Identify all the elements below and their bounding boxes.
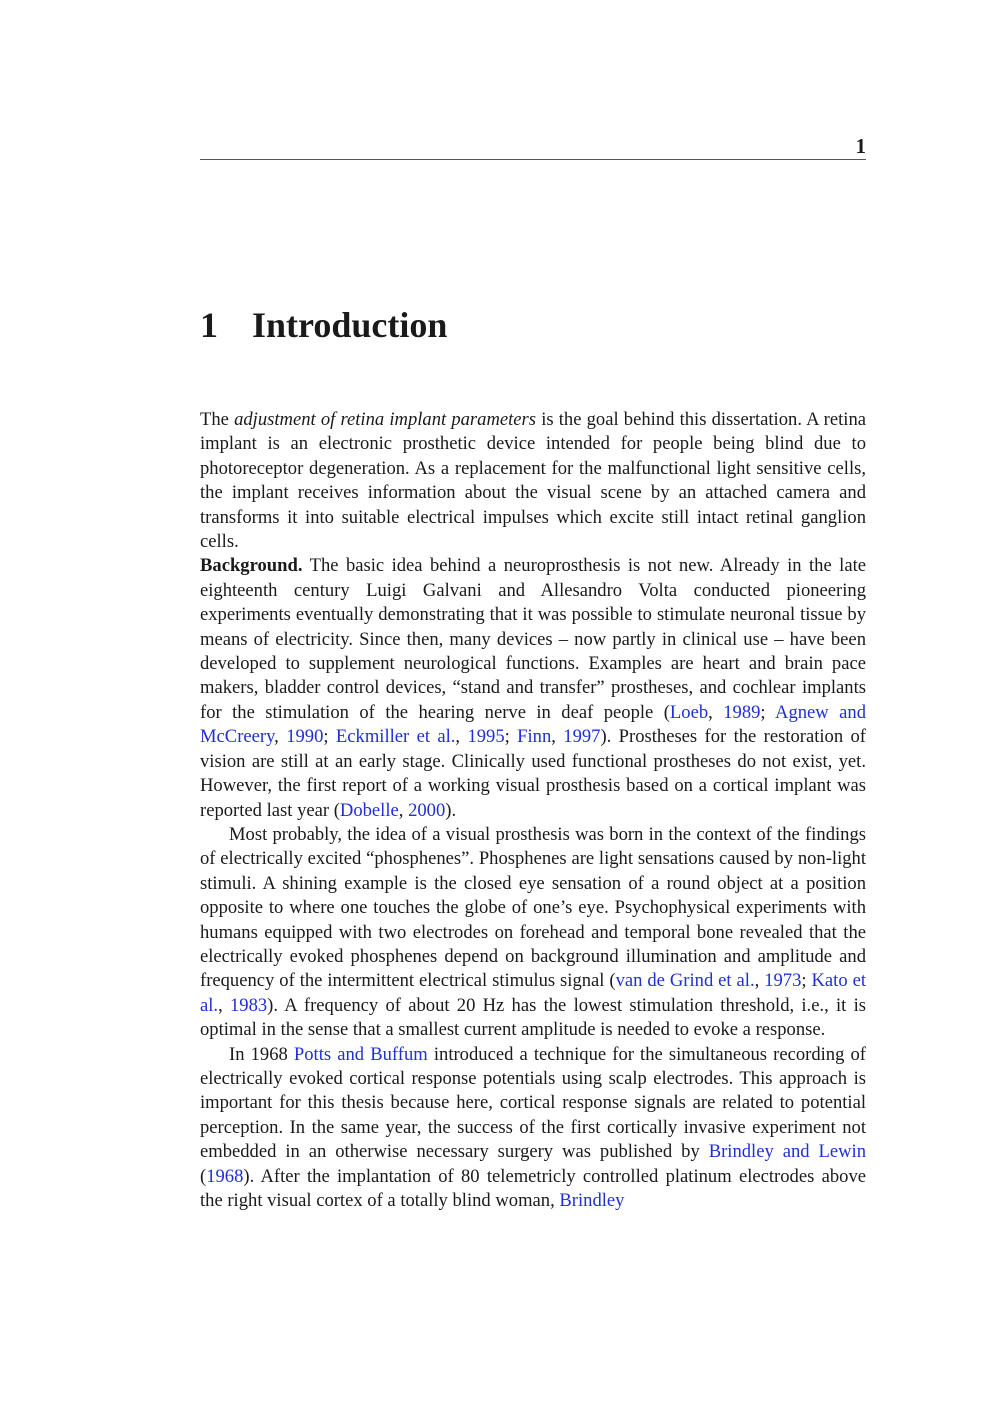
citation-link[interactable]: Finn: [517, 726, 552, 748]
chapter-title-text: Introduction: [252, 305, 448, 345]
paragraph-heading: Background.: [200, 555, 303, 577]
text-run: ).: [445, 799, 457, 821]
citation-link[interactable]: 1973: [764, 970, 802, 992]
citation-link[interactable]: Potts and Buffum: [293, 1043, 428, 1065]
body-text: [200, 408, 866, 1213]
text-run: The basic idea behind a neuroprosthesis is not new. Already in the late eighteenth century Luigi Galvani and Allesandro Volta conducted pioneering experiments eventually demonstrating that it was possible to stimulate neuronal tissue by means of electricity. Since then, many devices – now partly in clinical use – have been developed to supplement neurological functions. Examples are heart and brain pace makers, bladder control devices, “stand and transfer” prostheses, and cochlear implants for the stimulation of the hearing nerve in deaf people (: [200, 555, 866, 723]
text-run: introduced a technique for the simultaneous recording of electrically evoked cortical response potentials using scalp electrodes. This approach is important for this thesis because here, cortical response signals are related to potential perception. In the same year, the success of the first cortically invasive experiment not embedded in an otherwise necessary surgery was published by: [200, 1043, 866, 1163]
citation-link[interactable]: van de Grind et al.: [615, 970, 755, 992]
text-run: ,: [754, 970, 765, 992]
chapter-number: 1: [200, 305, 218, 345]
citation-link[interactable]: Dobelle: [339, 799, 399, 821]
page-number: 1: [855, 134, 866, 158]
text-run: ;: [504, 726, 518, 748]
citation-link[interactable]: Loeb: [669, 701, 709, 723]
text-run: ,: [455, 726, 468, 748]
citation-link[interactable]: 1983: [229, 994, 268, 1016]
text-run: ,: [398, 799, 409, 821]
text-run: ;: [760, 701, 776, 723]
text-run: ,: [708, 701, 724, 723]
citation-link[interactable]: Agnew and McCreery: [200, 701, 867, 748]
text-run: The: [200, 409, 235, 430]
text-run: (: [200, 1165, 207, 1187]
paragraph-intro: [200, 408, 866, 554]
emphasis-text: adjustment of retina implant parameters: [234, 409, 537, 430]
citation-link[interactable]: 1995: [467, 726, 505, 748]
citation-link[interactable]: 1997: [563, 726, 601, 748]
text-run: ;: [323, 726, 336, 748]
citation-link[interactable]: Brindley and Lewin: [708, 1141, 867, 1163]
text-run: ,: [274, 726, 287, 748]
text-run: is the goal behind this dissertation. A retina implant is an electronic prosthetic device intended for people being blind due to photoreceptor degeneration. As a replacement for the malfunctional light sensitive cells, the implant receives information about the visual scene by an attached camera and transforms it into suitable electrical impulses which excite still intact retinal ganglion cells.: [200, 409, 866, 553]
text-run: Most probably, the idea of a visual prosthesis was born in the context of the findings of electrically excited “phosphenes”. Phosphenes are light sensations caused by non-light stimuli. A shining example is the closed eye sensation of a round object at a position opposite to where one touches the globe of one’s eye. Psychophysical experiments with humans equipped with two electrodes on forehead and temporal bone revealed that the electrically evoked phosphenes depend on background illumination and amplitude and frequency of the intermittent electrical stimulus signal (: [200, 823, 866, 992]
citation-link[interactable]: 1989: [723, 701, 761, 723]
citation-link[interactable]: Eckmiller et al.: [335, 726, 456, 748]
chapter-title: [200, 302, 447, 348]
text-run: ). After the implantation of 80 telemetricly controlled platinum electrodes above the right visual cortex of a totally blind woman,: [200, 1165, 866, 1211]
paragraph-history: [200, 1043, 866, 1214]
text-run: In 1968: [229, 1043, 294, 1065]
text-run: ). A frequency of about 20 Hz has the lowest stimulation threshold, i.e., it is optimal in the sense that a smallest current amplitude is needed to evoke a response.: [200, 994, 866, 1041]
text-run: ). Prostheses for the restoration of vision are still at an early stage. Clinically used functional prostheses do not exist, yet. However, the first report of a working visual prosthesis based on a cortical implant was reported last year (: [200, 726, 866, 821]
paragraph-phosphenes: [200, 823, 866, 1043]
paragraph-background: [200, 554, 866, 822]
citation-link[interactable]: Brindley: [559, 1190, 625, 1211]
citation-link[interactable]: 1990: [286, 726, 324, 748]
citation-link[interactable]: Kato et al.: [200, 970, 866, 1016]
text-run: ,: [218, 994, 230, 1016]
citation-link[interactable]: 1968: [206, 1165, 244, 1187]
text-run: ;: [801, 970, 812, 992]
citation-link[interactable]: 2000: [408, 799, 446, 821]
text-run: ,: [551, 726, 564, 748]
header-rule: [200, 159, 866, 160]
